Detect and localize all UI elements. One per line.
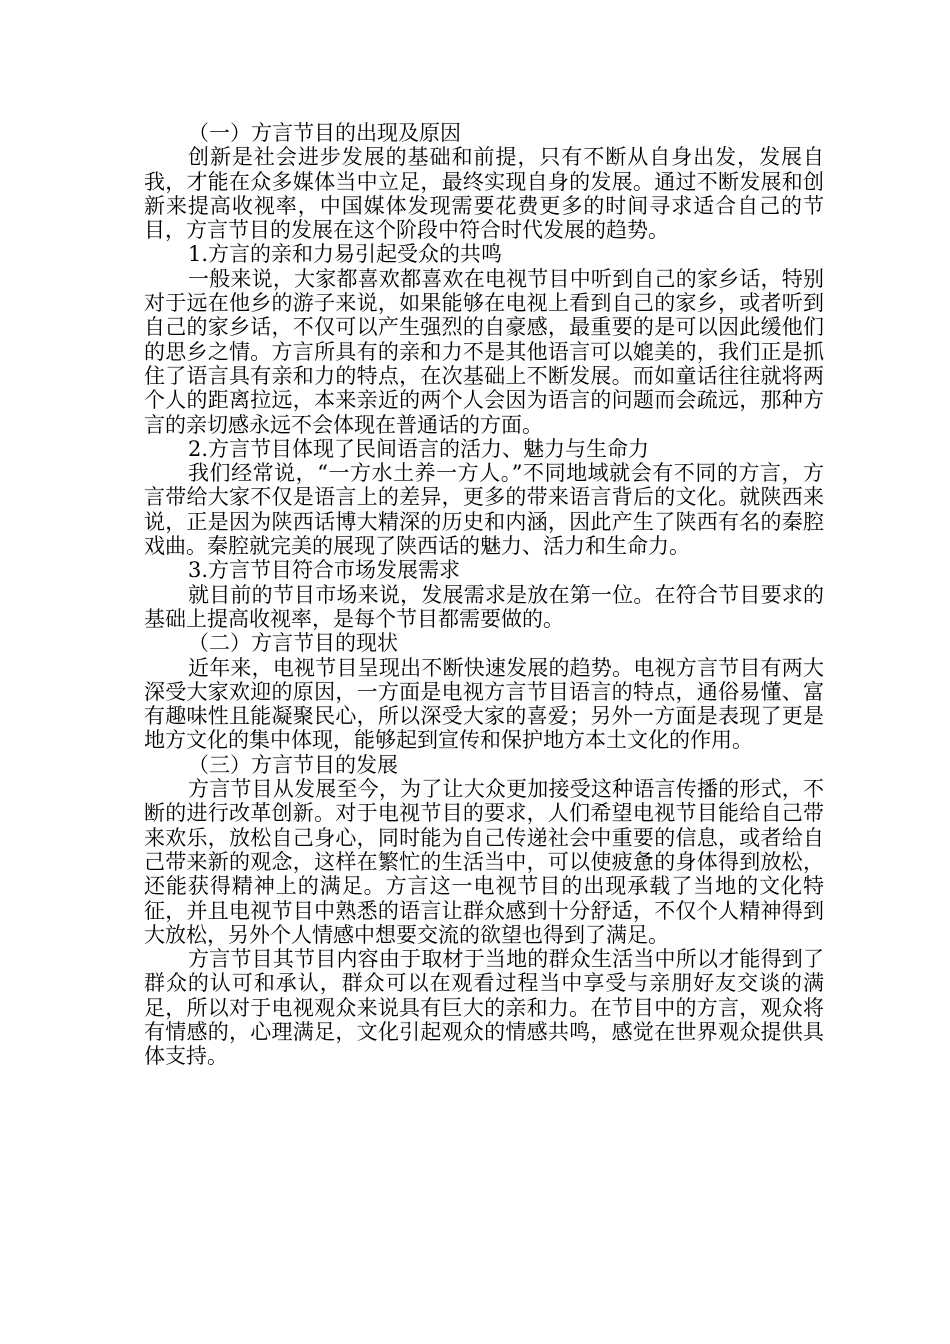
document-body — [144, 121, 824, 1069]
paragraph-2: 一般来说，大家都喜欢都喜欢在电视节目中听到自己的家乡话，特别对于远在他乡的游子来说，如果能够在电视上看到自己的家乡，或者听到自己的家乡话，不仅可以产生强烈的自豪感，最重要的是可以因此缓他们的思乡之情。方言所具有的亲和力不是其他语言可以媲美的，我们正是抓住了语言具有亲和力的特点，在次基础上不断发展。而如童话往往就将两个人的距离拉远，本来亲近的两个人会因为语言的问题而会疏远，那种方言的亲切感永远不会体现在普通话的方面。 — [144, 266, 824, 437]
subheading-1: 1.方言的亲和力易引起受众的共鸣 — [188, 242, 503, 267]
subheading-2: 2.方言节目体现了民间语言的活力、魅力与生命力 — [188, 436, 650, 461]
paragraph-7: 方言节目其节目内容由于取材于当地的群众生活当中所以才能得到了群众的认可和承认，群众可以在观看过程当中享受与亲朋好友交谈的满足，所以对于电视观众来说具有巨大的亲和力。在节目中的方言，观众将有情感的，心理满足，文化引起观众的情感共鸣，感觉在世界观众提供具体支持。 — [144, 947, 824, 1069]
paragraph-5: 近年来，电视节目呈现出不断快速发展的趋势。电视方言节目有两大深受大家欢迎的原因，一方面是电视方言节目语言的特点，通俗易懂、富有趣味性且能凝聚民心，所以深受大家的喜爱；另外一方面是表现了更是地方文化的集中体现，能够起到宣传和保护地方本土文化的作用。 — [144, 655, 824, 753]
section-heading-1: （一）方言节目的出现及原因 — [188, 121, 461, 145]
paragraph-1: 创新是社会进步发展的基础和前提，只有不断从自身出发，发展自我，才能在众多媒体当中立足，最终实现自身的发展。通过不断发展和创新来提高收视率，中国媒体发现需要花费更多的时间寻求适合自己的节目，方言节目的发展在这个阶段中符合时代发展的趋势。 — [144, 145, 824, 243]
paragraph-4: 就目前的节目市场来说，发展需求是放在第一位。在符合节目要求的基础上提高收视率，是每个节目都需要做的。 — [144, 582, 824, 631]
section-heading-2: （二）方言节目的现状 — [188, 631, 398, 656]
paragraph-6: 方言节目从发展至今，为了让大众更加接受这种语言传播的形式，不断的进行改革创新。对于电视节目的要求，人们希望电视节目能给自己带来欢乐，放松自己身心，同时能为自己传递社会中重要的信息，或者给自己带来新的观念，这样在繁忙的生活当中，可以使疲惫的身体得到放松，还能获得精神上的满足。方言这一电视节目的出现承载了当地的文化特征，并且电视节目中熟悉的语言让群众感到十分舒适，不仅个人精神得到大放松，另外个人情感中想要交流的欲望也得到了满足。 — [144, 777, 824, 947]
section-heading-3: （三）方言节目的发展 — [188, 752, 398, 777]
subheading-3: 3.方言节目符合市场发展需求 — [188, 558, 461, 583]
paragraph-3: 我们经常说，“一方水土养一方人。”不同地域就会有不同的方言，方言带给大家不仅是语言上的差异，更多的带来语言背后的文化。就陕西来说，正是因为陕西话博大精深的历史和内涵，因此产生了陕西有名的秦腔戏曲。秦腔就完美的展现了陕西话的魅力、活力和生命力。 — [144, 461, 824, 559]
